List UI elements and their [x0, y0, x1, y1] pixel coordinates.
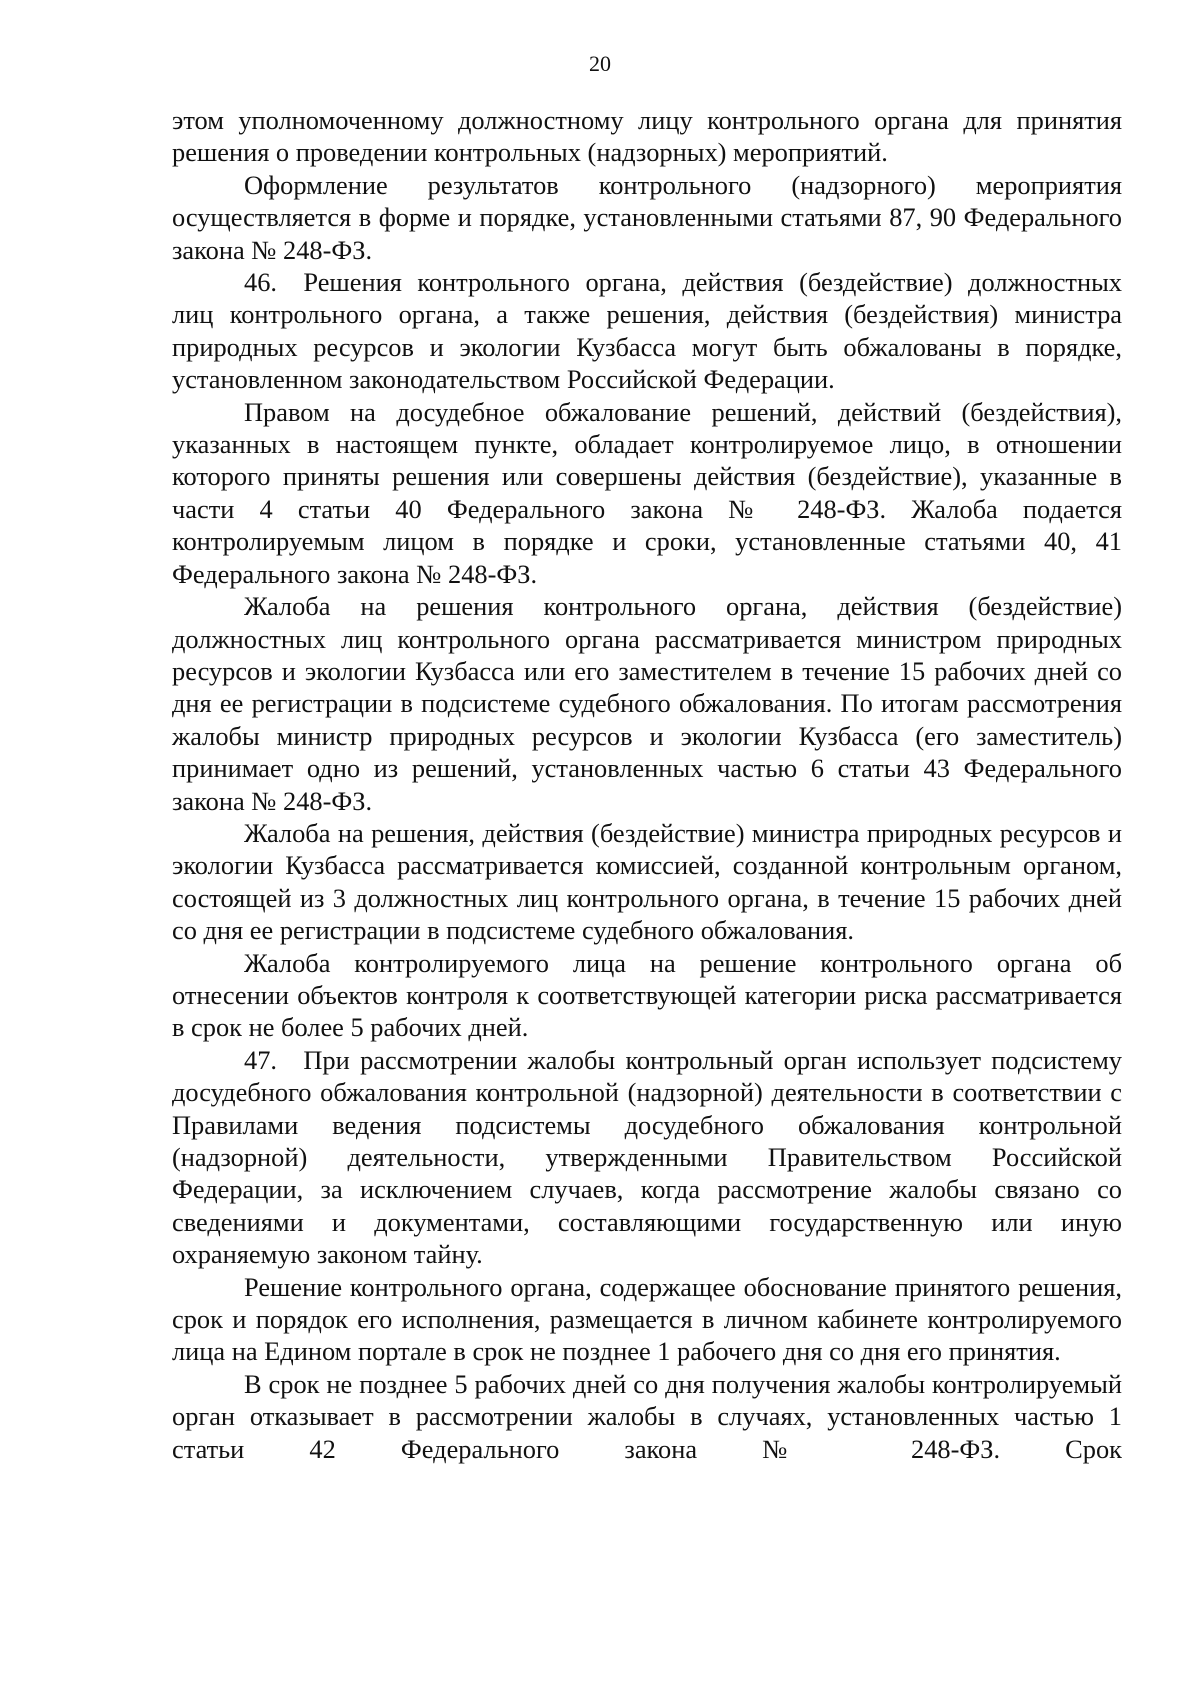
paragraph-registration-of-results: Оформление результатов контрольного (надзорного) мероприятия осуществляется в форме и порядке, установленными статьями 87, 90 Федерального закона № 248-ФЗ.: [172, 169, 1122, 265]
page-number: 20: [589, 51, 611, 76]
paragraph-decision-publication: Решение контрольного органа, содержащее обоснование принятого решения, срок и порядок его исполнения, размещается в личном кабинете контролируемого лица на Едином портале в срок не позднее 1 рабочего дня со дня его принятия.: [172, 1271, 1122, 1367]
paragraph-complaint-review-minister: Жалоба на решения контрольного органа, действия (бездействие) должностных лиц контрольного органа рассматривается министром природных ресурсов и экологии Кузбасса или его заместителем в течение 15 рабочих дней со дня ее регистрации в подсистеме судебного обжалования. По итогам рассмотрения жалобы министр природных ресурсов и экологии Кузбасса (его заместитель) принимает одно из решений, установленных частью 6 статьи 43 Федерального закона № 248-ФЗ.: [172, 591, 1122, 816]
paragraph-complaint-review-commission: Жалоба на решения, действия (бездействие) министра природных ресурсов и экологии Кузбасса рассматривается комиссией, созданной контрольным органом, состоящей из 3 должностных лиц контрольного органа, в течение 15 рабочих дней со дня ее регистрации в подсистеме судебного обжалования.: [172, 817, 1122, 946]
document-body: [172, 104, 1122, 1465]
paragraph-risk-category-complaint: Жалоба контролируемого лица на решение контрольного органа об отнесении объектов контроля к соответствующей категории риска рассматривается в срок не более 5 рабочих дней.: [172, 947, 1122, 1043]
paragraph-item-46: 46. Решения контрольного органа, действия (бездействие) должностных лиц контрольного органа, а также решения, действия (бездействия) министра природных ресурсов и экологии Кузбасса могут быть обжалованы в порядке, установленном законодательством Российской Федерации.: [172, 267, 1122, 395]
paragraph-item-47: 47. При рассмотрении жалобы контрольный орган использует подсистему досудебного обжалования контрольной (надзорной) деятельности в соответствии с Правилами ведения подсистемы досудебного обжалования контрольной (надзорной) деятельности, утвержденными Правительством Российской Федерации, за исключением случаев, когда рассмотрение жалобы связано со сведениями и документами, составляющими государственную или иную охраняемую законом тайну.: [172, 1044, 1122, 1270]
paragraph-refusal-to-review: В срок не позднее 5 рабочих дней со дня получения жалобы контролируемый орган отказывает в рассмотрении жалобы в случаях, установленных частью 1 статьи 42 Федерального закона № 248-ФЗ. Срок: [172, 1368, 1122, 1464]
paragraph-pretrial-appeal-right: Правом на досудебное обжалование решений, действий (бездействия), указанных в настоящем пункте, обладает контролируемое лицо, в отношении которого приняты решения или совершены действия (бездействие), указанные в части 4 статьи 40 Федерального закона № 248-ФЗ. Жалоба подается контролируемым лицом в порядке и сроки, установленные статьями 40, 41 Федерального закона № 248-ФЗ.: [172, 396, 1122, 589]
paragraph-continuation: этом уполномоченному должностному лицу контрольного органа для принятия решения о проведении контрольных (надзорных) мероприятий.: [172, 105, 1122, 168]
